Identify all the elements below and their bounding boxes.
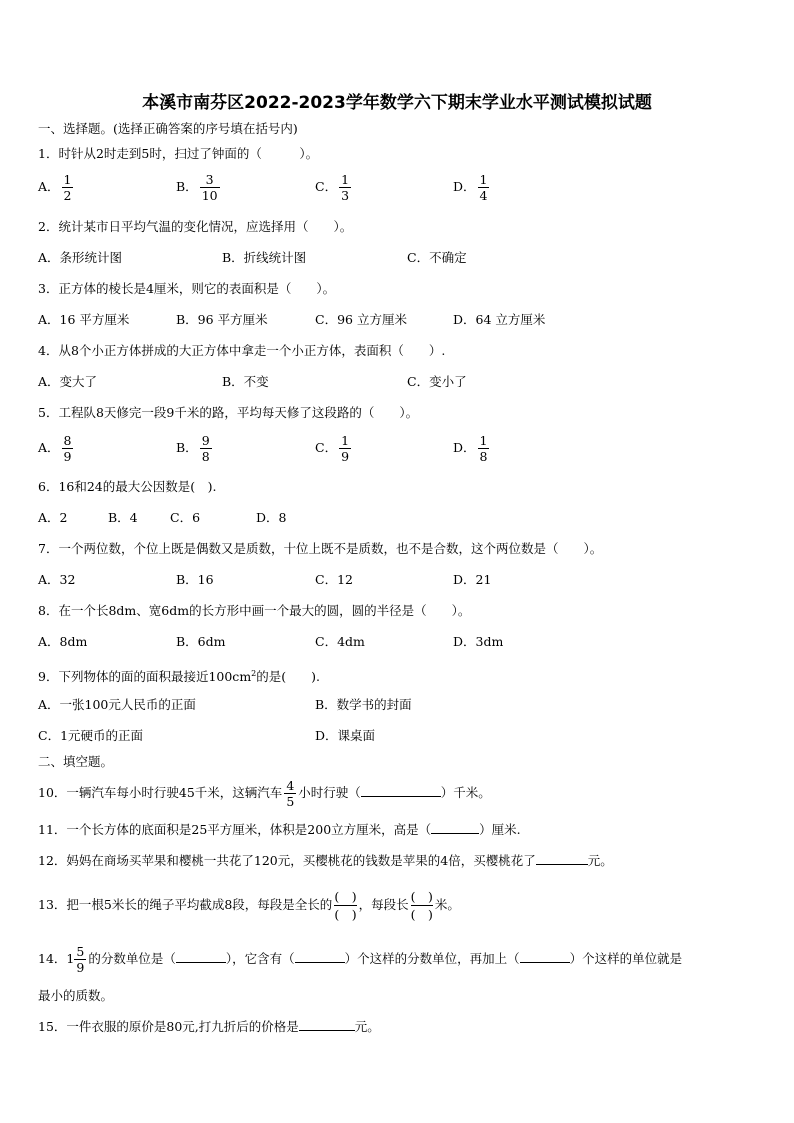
q8-option-a: A．8dm: [38, 634, 88, 649]
question-11: 11．一个长方体的底面积是25平方厘米，体积是200立方厘米，高是（ ）厘米.: [38, 822, 521, 837]
question-15: 15．一件衣服的原价是80元,打九折后的价格是 元。: [38, 1019, 380, 1034]
q6-option-c: C．6: [170, 510, 201, 525]
q3-option-a: A．16 平方厘米: [38, 312, 130, 327]
question-12: 12．妈妈在商场买苹果和樱桃一共花了120元，买樱桃花的钱数是苹果的4倍，买樱桃花了 元。: [38, 853, 613, 868]
q13-fraction-blank-2[interactable]: $\frac{( )}{( )}$: [410, 889, 433, 922]
q8-option-d: D．3dm: [453, 634, 504, 649]
q2-option-b: B．折线统计图: [222, 250, 307, 265]
q5-option-b: B． $\frac{9}{8}$: [176, 433, 210, 464]
q12-answer-blank[interactable]: [536, 851, 588, 865]
q10-answer-blank[interactable]: [361, 783, 441, 797]
question-1: 1．时针从2时走到5时，扫过了钟面的（ ）。: [38, 146, 319, 161]
question-2: 2．统计某市日平均气温的变化情况，应选择用（ ）。: [38, 219, 353, 234]
q1-option-a: A． $\frac{1}{2}$: [38, 172, 72, 203]
question-3: 3．正方体的棱长是4厘米，则它的表面积是（ ）。: [38, 281, 336, 296]
q3-option-d: D．64 立方厘米: [453, 312, 546, 327]
q15-answer-blank[interactable]: [299, 1017, 355, 1031]
q14-blank-3[interactable]: [520, 949, 570, 963]
q9-option-c: C．1元硬币的正面: [38, 728, 144, 743]
question-14-line-2: 最小的质数。: [38, 988, 114, 1003]
q1-option-d: D． $\frac{1}{4}$: [453, 172, 488, 203]
question-7: 7．一个两位数，个位上既是偶数又是质数，十位上既不是质数，也不是合数，这个两位数是（ ）。: [38, 541, 603, 556]
q6-option-a: A．2: [38, 510, 68, 525]
q6-option-d: D．8: [256, 510, 287, 525]
q1-option-c: C． $\frac{1}{3}$: [315, 172, 350, 203]
q5-option-c: C． $\frac{1}{9}$: [315, 433, 350, 464]
q1-option-b: B． $\frac{3}{10}$: [176, 172, 218, 203]
question-4: 4．从8个小正方体拼成的大正方体中拿走一个小正方体，表面积（ ）.: [38, 343, 446, 358]
page-title: 本溪市南芬区2022-2023学年数学六下期末学业水平测试模拟试题: [142, 93, 652, 113]
question-13: 13．把一根5米长的绳子平均截成8段，每段是全长的 $\frac{( )}{( )}$ ，每段长 $\frac{( )}{( )}$ 米。: [38, 889, 460, 922]
q4-option-b: B．不变: [222, 374, 269, 389]
q5-option-d: D． $\frac{1}{8}$: [453, 433, 488, 464]
question-6: 6．16和24的最大公因数是( ).: [38, 479, 217, 494]
q4-option-c: C．变小了: [407, 374, 467, 389]
q3-option-b: B．96 平方厘米: [176, 312, 268, 327]
q8-option-c: C．4dm: [315, 634, 365, 649]
question-8: 8．在一个长8dm、宽6dm的长方形中画一个最大的圆，圆的半径是（ ）。: [38, 603, 471, 618]
q5-option-a: A． $\frac{8}{9}$: [38, 433, 72, 464]
q8-option-b: B．6dm: [176, 634, 226, 649]
q2-option-a: A．条形统计图: [38, 250, 123, 265]
section-fill-heading: 二、填空题。: [38, 754, 114, 769]
q9-option-d: D．课桌面: [315, 728, 376, 743]
q14-blank-2[interactable]: [295, 949, 345, 963]
q6-option-b: B．4: [108, 510, 138, 525]
q3-option-c: C．96 立方厘米: [315, 312, 407, 327]
question-14: 14．1 $\frac{5}{9}$ 的分数单位是（ ），它含有（ ）个这样的分数单位，再加上（ ）个这样的单位就是: [38, 944, 683, 975]
question-9: 9．下列物体的面的面积最接近$100cm^2$的是( ).: [38, 669, 320, 685]
question-10: 10．一辆汽车每小时行驶45千米，这辆汽车 $\frac{4}{5}$ 小时行驶（ ）千米。: [38, 778, 491, 809]
q7-option-c: C．12: [315, 572, 353, 587]
q14-blank-1[interactable]: [176, 949, 226, 963]
q13-fraction-blank-1[interactable]: $\frac{( )}{( )}$: [334, 889, 357, 922]
q9-option-b: B．数学书的封面: [315, 697, 412, 712]
question-5: 5．工程队8天修完一段9千米的路，平均每天修了这段路的（ ）。: [38, 405, 419, 420]
section-choice-heading: 一、选择题。(选择正确答案的序号填在括号内): [38, 121, 298, 136]
q11-answer-blank[interactable]: [431, 820, 479, 834]
q7-option-d: D．21: [453, 572, 492, 587]
q2-option-c: C．不确定: [407, 250, 467, 265]
q4-option-a: A．变大了: [38, 374, 98, 389]
q7-option-b: B．16: [176, 572, 214, 587]
q7-option-a: A．32: [38, 572, 76, 587]
q9-option-a: A．一张100元人民币的正面: [38, 697, 196, 712]
